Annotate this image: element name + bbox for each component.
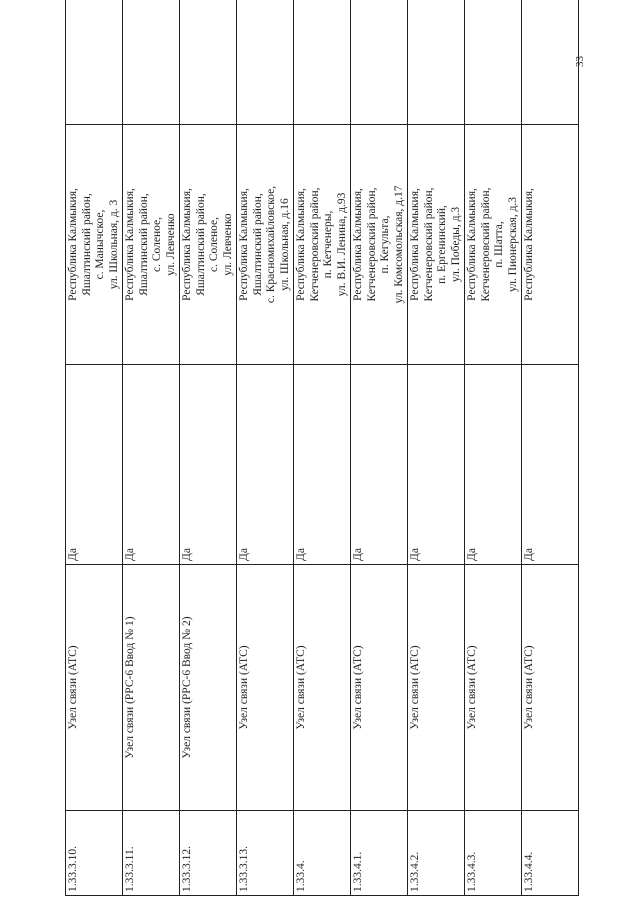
address <box>294 125 351 365</box>
address-line: ул. В.И. Ленина, д.93 <box>335 192 348 297</box>
address-line: п. Шатта, <box>493 221 505 268</box>
object-name: Узел связи (РРС-6 Ввод № 1) <box>123 565 180 811</box>
flag-yes: Да <box>123 365 180 565</box>
row-number: 1.33.4.4. <box>522 811 579 896</box>
address <box>408 125 465 365</box>
table-row <box>408 0 465 896</box>
address-line: Республика Калмыкия, <box>523 188 535 301</box>
address-line: Республика Калмыкия, <box>124 188 136 301</box>
object-name: Узел связи (РРС-6 Ввод № 2) <box>180 565 237 811</box>
address <box>66 125 123 365</box>
address-line: Кетченеровский район, <box>365 187 378 302</box>
empty-cell <box>465 0 522 125</box>
table-row <box>180 0 237 896</box>
object-name: Узел связи (АТС) <box>351 565 408 811</box>
empty-cell <box>294 0 351 125</box>
empty-cell <box>522 0 579 125</box>
row-number: 1.33.3.13. <box>237 811 294 896</box>
address-line: п. Ергенинский, <box>436 205 448 284</box>
address-line: Яшалтинский район, <box>194 193 207 296</box>
row-number: 1.33.3.12. <box>180 811 237 896</box>
flag-yes: Да <box>408 365 465 565</box>
table-row <box>465 0 522 896</box>
table-row <box>66 0 123 896</box>
address-line: с. Соленое, <box>151 217 163 272</box>
row-number: 1.33.4.3. <box>465 811 522 896</box>
flag-yes: Да <box>465 365 522 565</box>
address-line: с. Красномихайловское, <box>265 185 277 304</box>
address-line: Республика Калмыкия, <box>352 188 364 301</box>
row-number: 1.33.3.11. <box>123 811 180 896</box>
object-name: Узел связи (АТС) <box>408 565 465 811</box>
address-line: Кетченеровский район, <box>479 187 492 302</box>
equipment-table <box>65 0 579 896</box>
empty-cell <box>66 0 123 125</box>
address-line: Республика Калмыкия, <box>466 188 478 301</box>
flag-yes: Да <box>66 365 123 565</box>
address <box>123 125 180 365</box>
object-name: Узел связи (АТС) <box>522 565 579 811</box>
address-line: с. Соленое, <box>208 217 220 272</box>
address <box>465 125 522 365</box>
object-name: Узел связи (АТС) <box>237 565 294 811</box>
table-row <box>123 0 180 896</box>
empty-cell <box>180 0 237 125</box>
address-line: Республика Калмыкия, <box>238 188 250 301</box>
address-line: п. Кегульта, <box>379 215 391 274</box>
flag-yes: Да <box>351 365 408 565</box>
address <box>522 125 579 365</box>
address-line: ул. Левченко <box>164 213 177 276</box>
flag-yes: Да <box>180 365 237 565</box>
address-line: с. Манычское, <box>94 209 106 280</box>
empty-cell <box>351 0 408 125</box>
address-line: Яшалтинский район, <box>80 193 93 296</box>
empty-cell <box>237 0 294 125</box>
address <box>237 125 294 365</box>
address <box>351 125 408 365</box>
address-line: Кетченеровский район, <box>422 187 435 302</box>
address-line: ул. Левченко <box>221 213 234 276</box>
address-line: Республика Калмыкия, <box>409 188 421 301</box>
row-number: 1.33.4. <box>294 811 351 896</box>
address-line: ул. Пионерская, д.3 <box>506 196 519 293</box>
address-line: ул. Школьная, д.16 <box>278 198 291 291</box>
page-number: 33 <box>574 56 586 68</box>
address-line: п. Кетченеры, <box>322 210 334 279</box>
object-name: Узел связи (АТС) <box>66 565 123 811</box>
address-line: Республика Калмыкия, <box>67 188 79 301</box>
table-row <box>351 0 408 896</box>
object-name: Узел связи (АТС) <box>294 565 351 811</box>
address <box>180 125 237 365</box>
address-line: Республика Калмыкия, <box>295 188 307 301</box>
row-number: 1.33.4.1. <box>351 811 408 896</box>
address-line: Кетченеровский район, <box>308 187 321 302</box>
address-line: Яшалтинский район, <box>137 193 150 296</box>
address-line: ул. Комсомольская, д.17 <box>392 185 405 304</box>
document-table-rotated <box>65 31 560 896</box>
flag-yes: Да <box>237 365 294 565</box>
address-line: Яшалтинский район, <box>251 193 264 296</box>
table-row <box>237 0 294 896</box>
address-line: Республика Калмыкия, <box>181 188 193 301</box>
empty-cell <box>408 0 465 125</box>
object-name: Узел связи (АТС) <box>465 565 522 811</box>
row-number: 1.33.4.2. <box>408 811 465 896</box>
empty-cell <box>123 0 180 125</box>
table-row <box>294 0 351 896</box>
address-line: ул. Школьная, д. 3 <box>107 199 120 290</box>
flag-yes: Да <box>522 365 579 565</box>
table-row <box>522 0 579 896</box>
row-number: 1.33.3.10. <box>66 811 123 896</box>
address-line: ул. Победы, д.3 <box>449 206 462 283</box>
flag-yes: Да <box>294 365 351 565</box>
